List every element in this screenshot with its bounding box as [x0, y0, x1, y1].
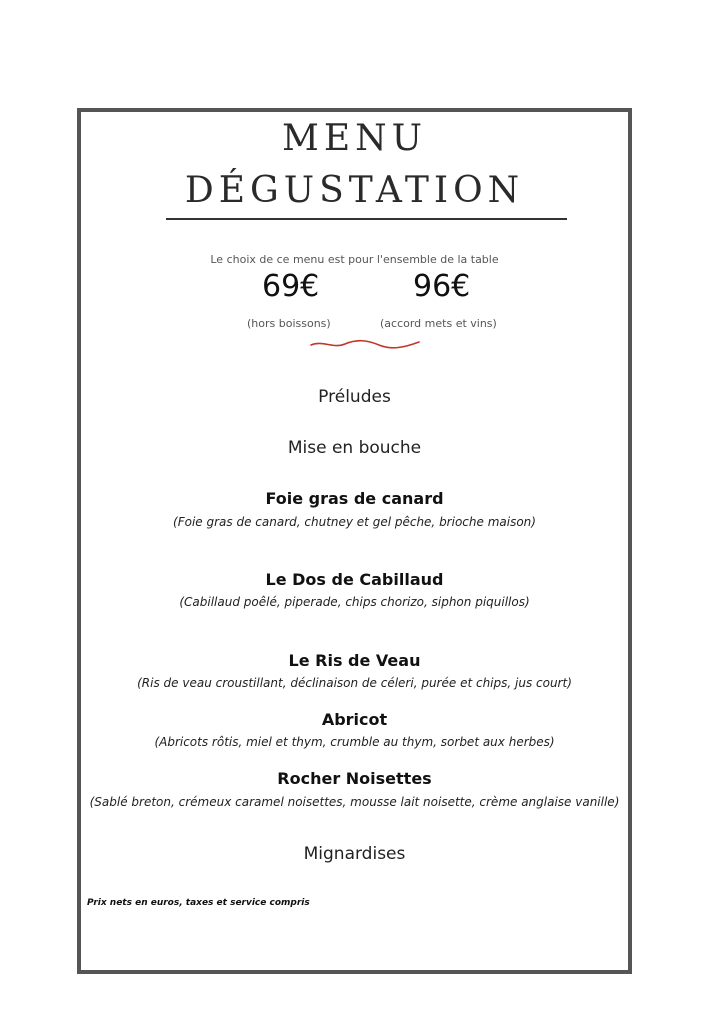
title-underline — [166, 218, 567, 220]
dish-name: Foie gras de canard — [265, 489, 444, 508]
price-note-wine-pairing: (accord mets et vins) — [380, 317, 497, 330]
dish-description: (Abricots rôtis, miel et thym, crumble au thym, sorbet aux herbes) — [154, 735, 555, 749]
price-footer-note: Prix nets en euros, taxes et service compris — [87, 898, 310, 908]
dish-name: Le Dos de Cabillaud — [265, 570, 444, 589]
choice-note: Le choix de ce menu est pour l'ensemble de la table — [210, 253, 499, 266]
menu-title-line2: DÉGUSTATION — [184, 170, 525, 211]
menu-frame — [77, 108, 632, 974]
course-mignardises: Mignardises — [303, 844, 406, 864]
dish-description: (Foie gras de canard, chutney et gel pêche, brioche maison) — [173, 515, 536, 529]
course-mise-en-bouche: Mise en bouche — [287, 438, 422, 458]
dish-description: (Cabillaud poêlé, piperade, chips chorizo, siphon piquillos) — [179, 595, 530, 609]
price-with-wine-pairing: 96€ — [413, 269, 471, 304]
price-note-without-drinks: (hors boissons) — [247, 317, 331, 330]
dish-name: Abricot — [321, 710, 388, 729]
price-without-drinks: 69€ — [262, 269, 320, 304]
menu-title-line1: MENU — [282, 118, 427, 159]
dish-name: Le Ris de Veau — [288, 651, 421, 670]
dish-name: Rocher Noisettes — [277, 769, 432, 788]
dish-description: (Ris de veau croustillant, déclinaison de céleri, purée et chips, jus court) — [137, 676, 572, 690]
decorative-squiggle-icon — [309, 338, 421, 350]
course-preludes: Préludes — [318, 387, 391, 407]
dish-description: (Sablé breton, crémeux caramel noisettes, mousse lait noisette, crème anglaise vanille) — [89, 795, 620, 809]
